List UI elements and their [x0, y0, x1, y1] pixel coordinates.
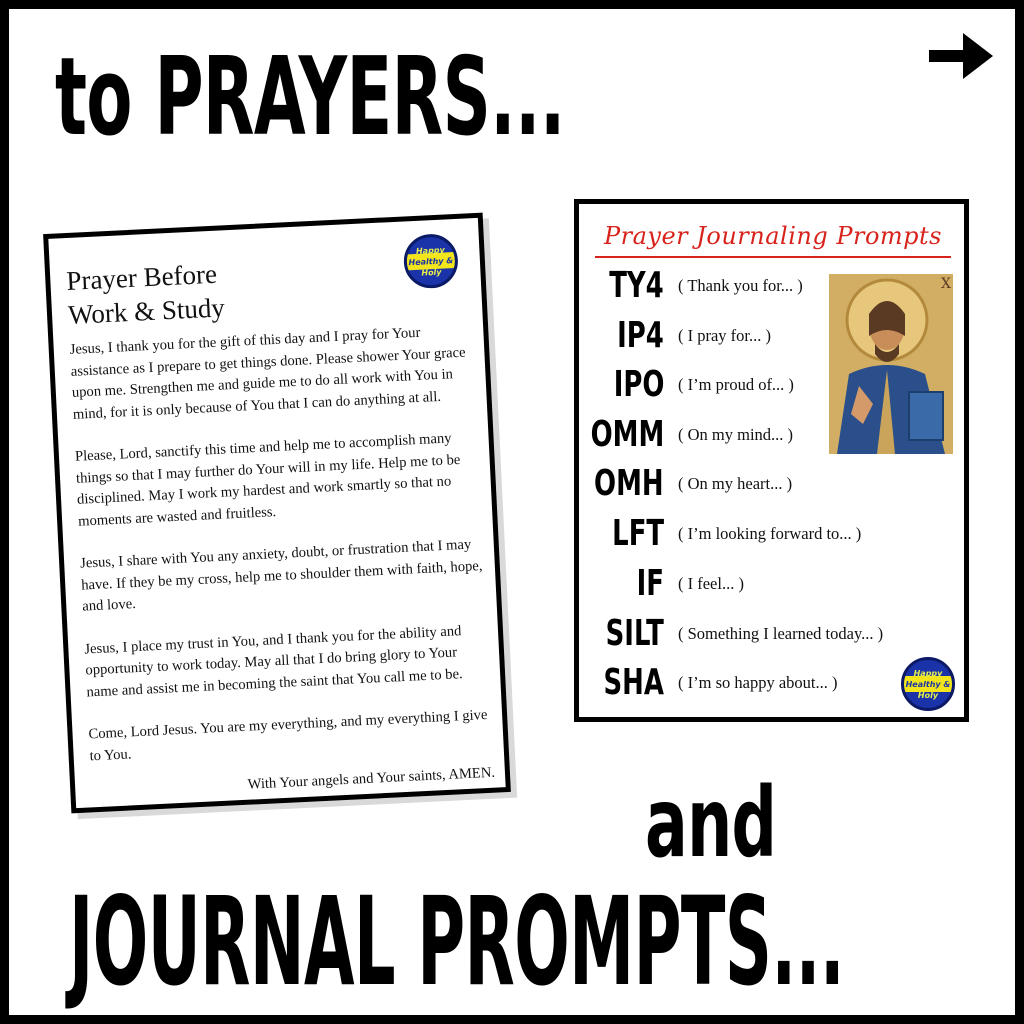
prompt-code: OMM: [590, 414, 664, 455]
headline-middle: and: [645, 767, 777, 879]
prompts-title: Prayer Journaling Prompts: [603, 222, 942, 250]
prompt-text: ( On my heart... ): [678, 474, 793, 493]
prayer-paragraph: Come, Lord Jesus. You are my everything, and my everything I give to You.: [88, 706, 488, 764]
prompt-row: [579, 316, 969, 356]
prompt-code: IF: [636, 563, 664, 604]
prayer-paragraph: Jesus, I place my trust in You, and I thank you for the ability and opportunity to work today. May all that I do bring glory to Your name and assist me in becoming the saint that You call me to be.: [84, 622, 463, 701]
title-divider: [595, 256, 951, 258]
prompt-row: [579, 514, 969, 554]
prompts-sheet: [574, 199, 969, 722]
prompt-row: [579, 415, 969, 455]
svg-text:X: X: [941, 276, 951, 292]
prompt-text: ( I’m proud of... ): [678, 375, 794, 394]
headline-bottom: JOURNAL PROMPTS...: [69, 871, 845, 1013]
happy-healthy-holy-logo: Happy Healthy & Holy: [403, 233, 460, 290]
prayer-paragraph: Jesus, I share with You any anxiety, doubt, or frustration that I may have. If they be my cross, help me to shoulder them with faith, hope, and love.: [79, 536, 483, 615]
prayer-paragraph: Jesus, I thank you for the gift of this day and I pray for Your assistance as I prepare to get things done. Please shower Your grace upon me. Strengthen me and guide me to do all work with You in mind, for it is only because of You that I can do anything at all.: [69, 324, 466, 423]
headline-top: to PRAYERS...: [55, 35, 565, 160]
prompt-text: ( Something I learned today... ): [678, 624, 884, 643]
prompt-row: [579, 365, 969, 405]
prompt-row: [579, 266, 969, 306]
prayer-title-line1: Prayer Before: [65, 258, 218, 296]
prayer-closing: With Your angels and Your saints, AMEN.: [247, 764, 496, 793]
prompt-code: IPO: [613, 364, 664, 405]
prayer-body: [69, 320, 495, 804]
prayer-paragraph: Please, Lord, sanctify this time and help me to accomplish many things so that I may further do Your will in my life. Help me to be disciplined. May I work my hardest and work smartly so that no moments are wasted and fruitless.: [74, 430, 461, 530]
prompt-text: ( I pray for... ): [678, 326, 772, 345]
prompt-code: TY4: [609, 265, 664, 306]
prayer-title: [66, 249, 369, 332]
prompt-text: ( I’m looking forward to... ): [678, 524, 862, 543]
prompt-code: OMH: [594, 463, 664, 504]
prompt-row: [579, 464, 969, 504]
prompt-code: SILT: [605, 613, 664, 654]
happy-healthy-holy-logo: Happy Healthy & Holy: [901, 657, 955, 711]
prompt-text: ( Thank you for... ): [678, 276, 803, 295]
prayer-sheet: [43, 213, 511, 814]
prompt-code: LFT: [612, 513, 664, 554]
prompt-code: IP4: [617, 315, 664, 356]
prompt-code: SHA: [603, 662, 664, 703]
prompt-text: ( On my mind... ): [678, 425, 794, 444]
prayer-title-line2: Work & Study: [67, 292, 226, 330]
prompt-text: ( I’m so happy about... ): [678, 673, 838, 692]
right-arrow-icon[interactable]: [929, 31, 993, 81]
prompt-text: ( I feel... ): [678, 574, 744, 593]
prompt-row: [579, 614, 969, 654]
prompt-row: [579, 564, 969, 604]
